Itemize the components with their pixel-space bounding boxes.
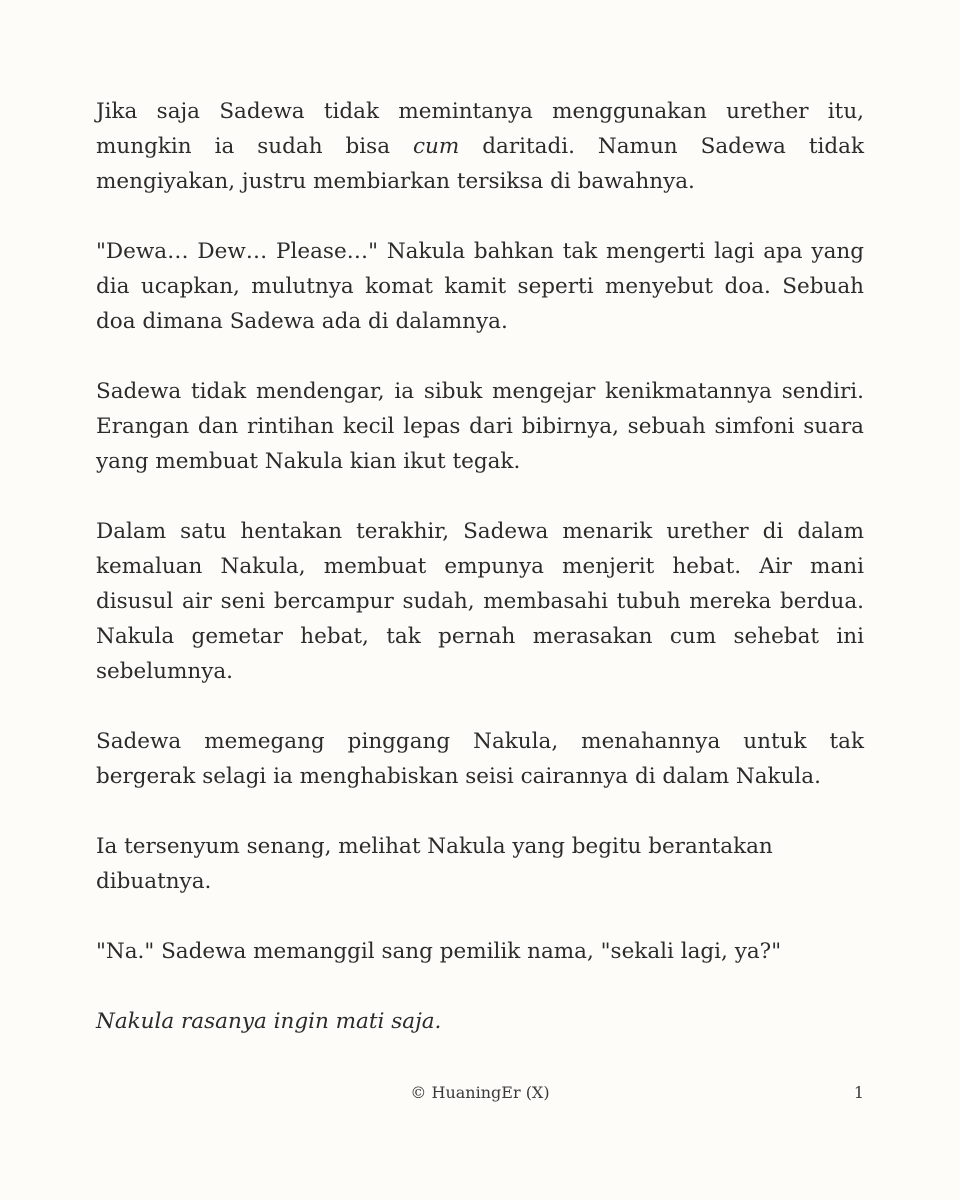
paragraph-1-text-before: Jika saja Sadewa tidak memintanya menggunakan urether itu, mungkin ia sudah bisa — [96, 99, 864, 159]
paragraph-8 — [96, 1004, 864, 1039]
paragraph-2: "Dewa… Dew… Please…" Nakula bahkan tak mengerti lagi apa yang dia ucapkan, mulutnya komat kamit seperti menyebut doa. Sebuah doa dimana Sadewa ada di dalamnya. — [96, 239, 864, 334]
paragraph-6: Ia tersenyum senang, melihat Nakula yang begitu berantakan dibuatnya. — [96, 834, 773, 894]
paragraph-4: Dalam satu hentakan terakhir, Sadewa menarik urether di dalam kemaluan Nakula, membuat empunya menjerit hebat. Air mani disusul air seni bercampur sudah, membasahi tubuh mereka berdua. Nakula gemetar hebat, tak pernah merasakan cum sehebat ini sebelumnya. — [96, 519, 864, 684]
page-number: 1 — [853, 1083, 864, 1102]
paragraph-8-italic-text: Nakula rasanya ingin mati saja. — [96, 1009, 442, 1034]
author-credit: © HuaningEr (X) — [410, 1083, 550, 1102]
paragraph-1-text-after: daritadi. Namun Sadewa tidak mengiyakan, justru membiarkan tersiksa di bawahnya. — [96, 134, 864, 194]
paragraph-5: Sadewa memegang pinggang Nakula, menahannya untuk tak bergerak selagi ia menghabiskan seisi cairannya di dalam Nakula. — [96, 729, 864, 789]
paragraph-1-italic-word: cum — [413, 134, 460, 159]
paragraph-1 — [96, 94, 864, 199]
paragraph-3: Sadewa tidak mendengar, ia sibuk mengejar kenikmatannya sendiri. Erangan dan rintihan kecil lepas dari bibirnya, sebuah simfoni suara yang membuat Nakula kian ikut tegak. — [96, 379, 864, 474]
paragraph-7: "Na." Sadewa memanggil sang pemilik nama, "sekali lagi, ya?" — [96, 939, 782, 964]
story-page — [96, 94, 864, 1074]
page-footer — [0, 1080, 960, 1106]
